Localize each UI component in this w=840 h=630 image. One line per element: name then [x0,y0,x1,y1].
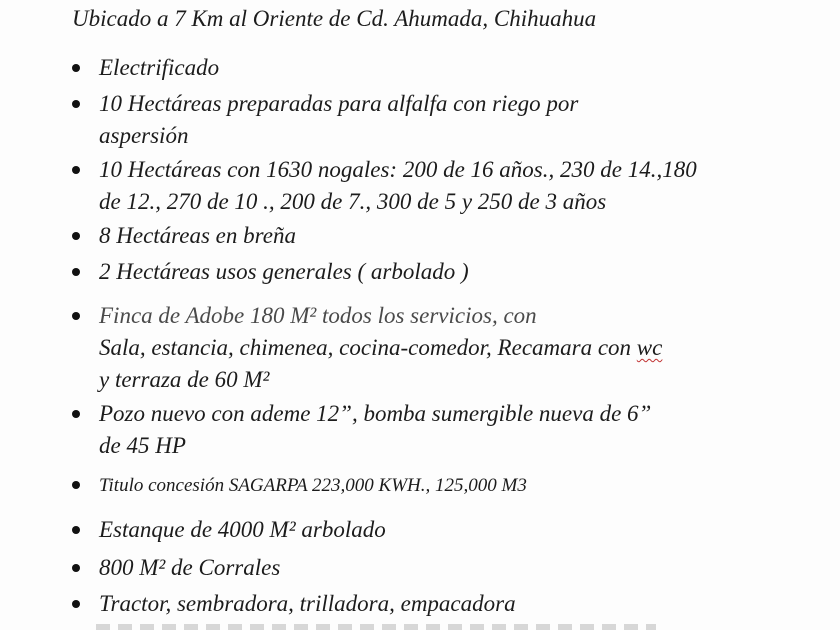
item-line: Sala, estancia, chimenea, cocina-comedor, Recamara con wc [99,335,663,360]
item-line: 10 Hectáreas con 1630 nogales: 200 de 16 años., 230 de 14.,180 [99,157,697,182]
item-line: Finca de Adobe 180 M² todos los servicios, con [99,303,537,328]
item-line: y terraza de 60 M² [99,367,270,392]
bullet-icon [72,526,80,534]
bullet-icon [72,410,80,418]
bullet-icon [72,600,80,608]
item-line: de 12., 270 de 10 ., 200 de 7., 300 de 5 y 250 de 3 años [99,189,607,214]
document-heading: Ubicado a 7 Km al Oriente de Cd. Ahumada, Chihuahua [72,6,597,31]
item-line: aspersión [99,123,189,148]
item-line: 2 Hectáreas usos generales ( arbolado ) [99,259,469,284]
item-line: Estanque de 4000 M² arbolado [99,517,386,542]
bullet-icon [72,481,80,489]
item-line: Titulo concesión SAGARPA 223,000 KWH., 125,000 M3 [99,475,527,496]
bullet-icon [72,64,80,72]
item-line: 8 Hectáreas en breña [99,223,296,248]
item-line: 800 M² de Corrales [99,555,281,580]
item-line: de 45 HP [99,433,186,458]
item-line: 10 Hectáreas preparadas para alfalfa con riego por [99,91,579,116]
misspelled-word: wc [636,335,663,360]
cut-off-text-line [96,624,656,630]
item-line: Pozo nuevo con ademe 12”, bomba sumergible nueva de 6” [99,401,652,426]
bullet-icon [72,100,80,108]
bullet-icon [72,564,80,572]
bullet-icon [72,166,80,174]
bullet-icon [72,312,80,320]
bullet-icon [72,232,80,240]
item-line: Tractor, sembradora, trilladora, empacadora [99,591,516,616]
bullet-icon [72,268,80,276]
item-line: Electrificado [99,55,220,80]
